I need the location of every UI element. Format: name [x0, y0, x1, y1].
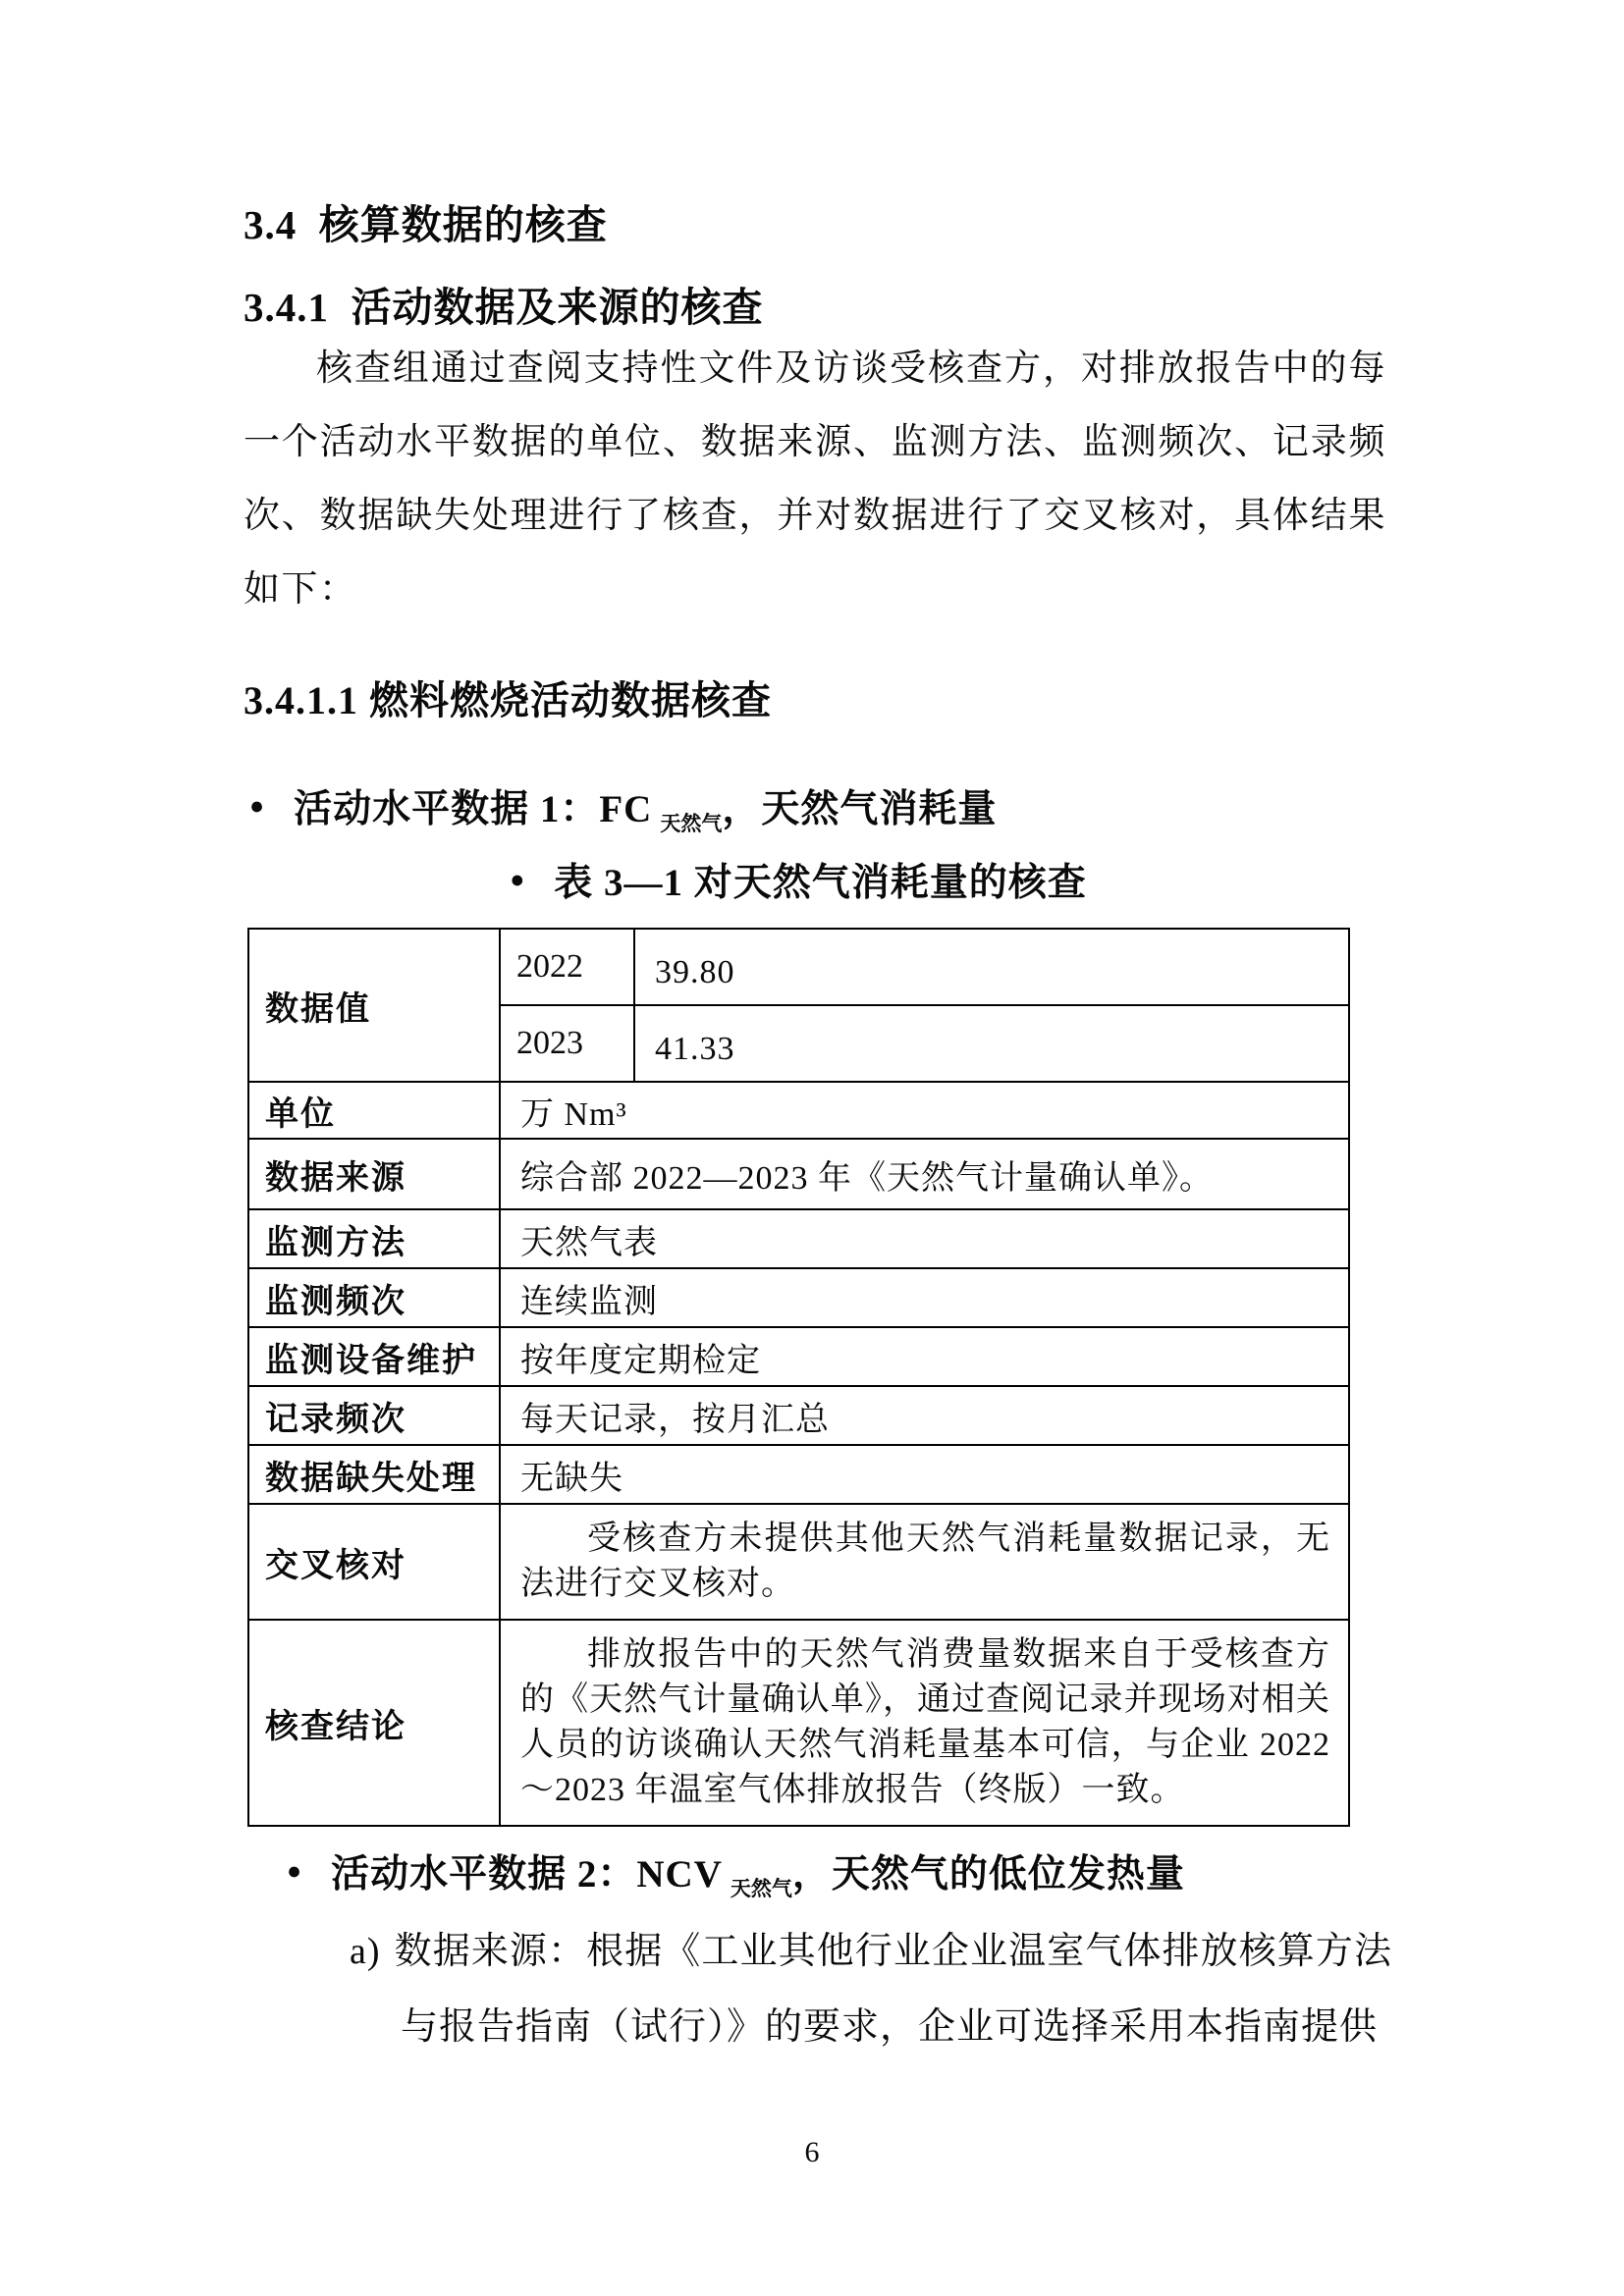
list-item-text: 数据来源：根据《工业其他行业企业温室气体排放核算方法与报告指南（试行）》的要求，企业可选择采用本指南提供	[394, 1931, 1392, 2048]
bullet-item-subscript: 天然气	[660, 812, 723, 835]
row-label-monitoring-frequency: 监测频次	[248, 1268, 500, 1327]
row-label-data-source: 数据来源	[248, 1139, 500, 1209]
table-row	[248, 1386, 1349, 1445]
value-cell: 41.33	[634, 1005, 1349, 1082]
body-paragraph: 核查组通过查阅支持性文件及访谈受核查方，对排放报告中的每一个活动水平数据的单位、数据来源、监测方法、监测频次、记录频次、数据缺失处理进行了核查，并对数据进行了交叉核对，具体结果如下：	[244, 348, 1386, 610]
table-row	[248, 1445, 1349, 1504]
row-value-monitoring-frequency: 连续监测	[500, 1268, 1349, 1327]
row-label-equipment-maintenance: 监测设备维护	[248, 1327, 500, 1386]
list-item-marker: a)	[350, 1931, 381, 1972]
bullet-item-prefix: 活动水平数据 1：FC	[294, 788, 653, 830]
bullet-item-text	[294, 778, 997, 833]
table-caption-row	[244, 852, 1353, 907]
bullet-item-activity-data-1	[249, 778, 997, 833]
table-row	[248, 1268, 1349, 1327]
bullet-item-activity-data-2	[287, 1843, 1185, 1898]
bullet-item-subscript: 天然气	[730, 1877, 792, 1900]
row-label-data-value: 数据值	[248, 929, 500, 1082]
section-heading-3-4-1-1: 3.4.1.1 燃料燃烧活动数据核查	[244, 678, 772, 722]
row-value-unit: 万 Nm³	[500, 1082, 1349, 1139]
year-cell: 2023	[500, 1005, 634, 1082]
row-value-conclusion: 排放报告中的天然气消费量数据来自于受核查方的《天然气计量确认单》，通过查阅记录并现场对相关人员的访谈确认天然气消耗量基本可信，与企业 2022～2023 年温室气体排放报告（终版）一致。	[500, 1620, 1349, 1826]
table-row	[248, 1209, 1349, 1268]
bullet-icon: ●	[249, 792, 265, 820]
row-label-conclusion: 核查结论	[248, 1620, 500, 1826]
list-item-a	[350, 1914, 1392, 2065]
table-row	[248, 1139, 1349, 1209]
section-heading-3-4: 3.4 核算数据的核查	[244, 202, 608, 247]
row-label-record-frequency: 记录频次	[248, 1386, 500, 1445]
row-value-record-frequency: 每天记录，按月汇总	[500, 1386, 1349, 1445]
row-value-cross-check: 受核查方未提供其他天然气消耗量数据记录，无法进行交叉核对。	[500, 1504, 1349, 1620]
bullet-item-suffix: ，天然气的低位发热量	[791, 1853, 1185, 1896]
row-value-monitoring-method: 天然气表	[500, 1209, 1349, 1268]
section-heading-3-4-1: 3.4.1 活动数据及来源的核查	[244, 285, 764, 330]
verification-table	[247, 928, 1350, 1827]
bullet-icon: ●	[287, 1857, 302, 1885]
table-row	[248, 929, 1349, 1005]
bullet-item-text	[331, 1843, 1185, 1898]
year-cell: 2022	[500, 929, 634, 1005]
table-caption: 表 3—1 对天然气消耗量的核查	[554, 862, 1087, 904]
row-label-cross-check: 交叉核对	[248, 1504, 500, 1620]
bullet-item-suffix: ，天然气消耗量	[722, 788, 998, 830]
table-row	[248, 1327, 1349, 1386]
bullet-icon: ●	[510, 866, 525, 893]
page-number: 6	[804, 2136, 820, 2168]
value-cell: 39.80	[634, 929, 1349, 1005]
row-label-monitoring-method: 监测方法	[248, 1209, 500, 1268]
row-value-equipment-maintenance: 按年度定期检定	[500, 1327, 1349, 1386]
table-row	[248, 1620, 1349, 1826]
row-value-missing-data: 无缺失	[500, 1445, 1349, 1504]
bullet-item-prefix: 活动水平数据 2：NCV	[331, 1853, 723, 1896]
row-label-missing-data: 数据缺失处理	[248, 1445, 500, 1504]
table-row	[248, 1082, 1349, 1139]
row-label-unit: 单位	[248, 1082, 500, 1139]
row-value-data-source: 综合部 2022—2023 年《天然气计量确认单》。	[500, 1139, 1349, 1209]
table-row	[248, 1504, 1349, 1620]
